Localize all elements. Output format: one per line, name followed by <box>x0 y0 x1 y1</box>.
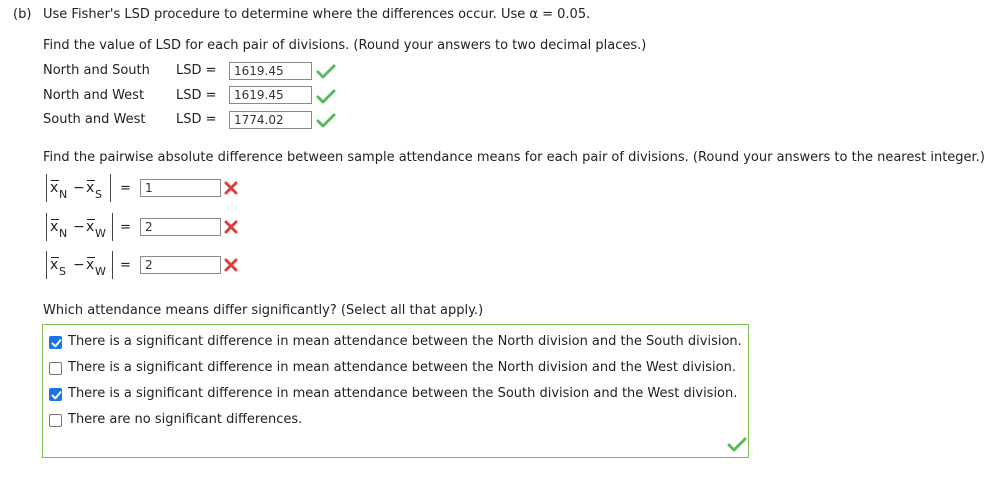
significance-prompt: Which attendance means differ significantly? (Select all that apply.) <box>43 303 484 318</box>
abs-bar-right <box>110 174 111 202</box>
lsd-prompt: Find the value of LSD for each pair of divisions. (Round your answers to two decimal places.) <box>43 38 647 53</box>
mean-subscript: N <box>59 188 68 201</box>
correct-check-icon <box>316 89 336 105</box>
mean-symbol: x <box>86 219 95 235</box>
checkbox-unchecked[interactable] <box>49 362 62 375</box>
lsd-pair-label: South and West <box>43 112 146 127</box>
minus-sign: − <box>73 257 85 273</box>
checkmark-icon <box>51 390 62 401</box>
lsd-pair-label: North and South <box>43 63 150 78</box>
part-label: (b) <box>13 7 32 22</box>
correct-check-icon <box>316 113 336 129</box>
option-south-west[interactable] <box>49 385 737 403</box>
option-label: There is a significant difference in mean attendance between the South division and the West division. <box>68 386 738 401</box>
lsd-pair-label: North and West <box>43 88 145 103</box>
lsd-north-south-input[interactable]: 1619.45 <box>229 62 312 80</box>
abs-bar-left <box>46 251 47 279</box>
option-north-south[interactable] <box>49 333 742 351</box>
option-label: There is a significant difference in mean attendance between the North division and the South division. <box>68 334 742 349</box>
diff-south-west-input[interactable]: 2 <box>140 256 221 274</box>
correct-check-icon <box>727 437 747 453</box>
incorrect-x-icon <box>224 181 238 195</box>
abs-bar-right <box>112 251 113 279</box>
mean-symbol: x <box>50 257 59 273</box>
instruction-text: Use Fisher's LSD procedure to determine where the differences occur. Use α = 0.05. <box>43 7 591 22</box>
mean-subscript: W <box>95 265 106 278</box>
mean-symbol: x <box>86 180 95 196</box>
mean-symbol: x <box>86 257 95 273</box>
mean-symbol: x <box>50 219 59 235</box>
option-label: There is a significant difference in mean attendance between the North division and the West division. <box>68 360 736 375</box>
option-no-differences[interactable] <box>49 411 302 429</box>
lsd-equals-label: LSD = <box>176 88 217 103</box>
abs-bar-left <box>46 174 47 202</box>
equals-sign: = <box>120 220 131 235</box>
mean-subscript: N <box>59 227 68 240</box>
mean-subscript: S <box>59 265 66 278</box>
abs-diff-expression-south-west <box>44 249 118 281</box>
incorrect-x-icon <box>224 220 238 234</box>
diff-north-south-input[interactable]: 1 <box>140 179 221 197</box>
difference-prompt: Find the pairwise absolute difference between sample attendance means for each pair of divisions. (Round your answers to the nearest integer.) <box>43 150 985 165</box>
correct-check-icon <box>316 64 336 80</box>
mean-subscript: S <box>95 188 102 201</box>
abs-bar-right <box>112 213 113 241</box>
checkbox-checked[interactable] <box>49 388 62 401</box>
checkbox-unchecked[interactable] <box>49 414 62 427</box>
diff-north-west-input[interactable]: 2 <box>140 218 221 236</box>
equals-sign: = <box>120 181 131 196</box>
minus-sign: − <box>73 180 85 196</box>
incorrect-x-icon <box>224 258 238 272</box>
option-north-west[interactable] <box>49 359 736 377</box>
answer-options-panel <box>42 324 749 458</box>
lsd-north-west-input[interactable]: 1619.45 <box>229 86 312 104</box>
equals-sign: = <box>120 258 131 273</box>
option-label: There are no significant differences. <box>68 412 303 427</box>
abs-diff-expression-north-west <box>44 211 118 243</box>
lsd-equals-label: LSD = <box>176 63 217 78</box>
abs-diff-expression-north-south <box>44 172 116 204</box>
abs-bar-left <box>46 213 47 241</box>
mean-symbol: x <box>50 180 59 196</box>
lsd-south-west-input[interactable]: 1774.02 <box>229 111 312 129</box>
checkbox-checked[interactable] <box>49 336 62 349</box>
lsd-equals-label: LSD = <box>176 112 217 127</box>
mean-subscript: W <box>95 227 106 240</box>
minus-sign: − <box>73 219 85 235</box>
checkmark-icon <box>51 338 62 349</box>
